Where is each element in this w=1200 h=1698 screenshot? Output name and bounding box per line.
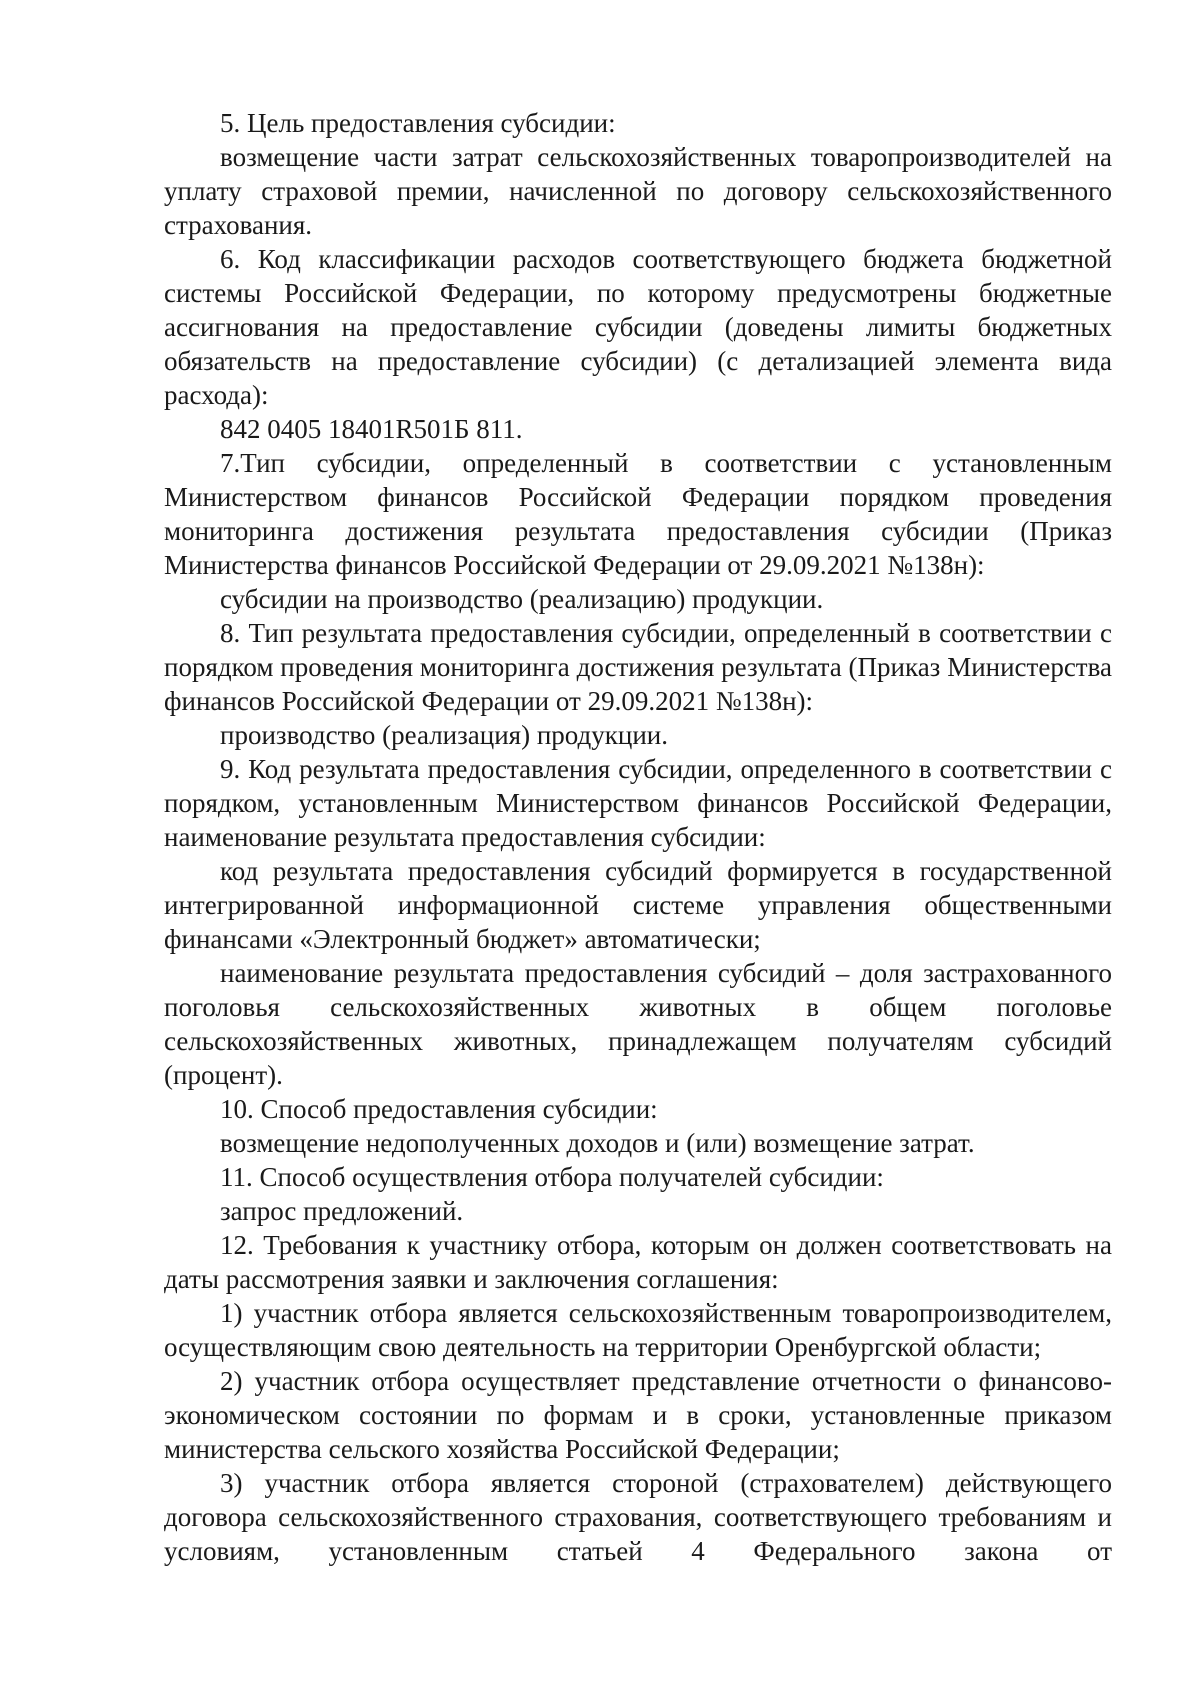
paragraph-section-9-name: наименование результата предоставления субсидий – доля застрахованного поголовья сельскохозяйственных животных в общем поголовье сельскохозяйственных животных, принадлежащем получателям субсидий (процент). xyxy=(164,958,1112,1090)
paragraph-section-6-code: 842 0405 18401R501Б 811. xyxy=(220,414,523,444)
document-body xyxy=(164,106,1112,1568)
paragraph-section-12-item-1: 1) участник отбора является сельскохозяйственным товаропроизводителем, осуществляющим свою деятельность на территории Оренбургской области; xyxy=(164,1298,1112,1362)
paragraph-section-12-item-3: 3) участник отбора является стороной (страхователем) действующего договора сельскохозяйственного страхования, соответствующего требованиям и условиям, установленным статьей 4 Федерального закона от xyxy=(164,1468,1112,1566)
paragraph-section-6-heading: 6. Код классификации расходов соответствующего бюджета бюджетной системы Российской Федерации, по которому предусмотрены бюджетные ассигнования на предоставление субсидии (доведены лимиты бюджетных обязательств на предоставление субсидии) (с детализацией элемента вида расхода): xyxy=(164,244,1112,410)
paragraph-section-8-heading: 8. Тип результата предоставления субсидии, определенный в соответствии с порядком проведения мониторинга достижения результата (Приказ Министерства финансов Российской Федерации от 29.09.2021 №138н): xyxy=(164,618,1112,716)
paragraph-section-5-text: возмещение части затрат сельскохозяйственных товаропроизводителей на уплату страховой премии, начисленной по договору сельскохозяйственного страхования. xyxy=(164,142,1112,240)
paragraph-section-10-text: возмещение недополученных доходов и (или) возмещение затрат. xyxy=(220,1128,975,1158)
paragraph-section-7-heading: 7.Тип субсидии, определенный в соответствии с установленным Министерством финансов Российской Федерации порядком проведения мониторинга достижения результата предоставления субсидии (Приказ Министерства финансов Российской Федерации от 29.09.2021 №138н): xyxy=(164,448,1112,580)
paragraph-section-7-text: субсидии на производство (реализацию) продукции. xyxy=(220,584,824,614)
paragraph-section-9-code: код результата предоставления субсидий формируется в государственной интегрированной информационной системе управления общественными финансами «Электронный бюджет» автоматически; xyxy=(164,856,1112,954)
paragraph-section-12-item-2: 2) участник отбора осуществляет представление отчетности о финансово-экономическом состоянии по формам и в сроки, установленные приказом министерства сельского хозяйства Российской Федерации; xyxy=(164,1366,1112,1464)
paragraph-section-12-heading: 12. Требования к участнику отбора, которым он должен соответствовать на даты рассмотрения заявки и заключения соглашения: xyxy=(164,1230,1112,1294)
paragraph-section-9-heading: 9. Код результата предоставления субсидии, определенного в соответствии с порядком, установленным Министерством финансов Российской Федерации, наименование результата предоставления субсидии: xyxy=(164,754,1112,852)
paragraph-section-11-text: запрос предложений. xyxy=(220,1196,464,1226)
paragraph-section-8-text: производство (реализация) продукции. xyxy=(220,720,668,750)
paragraph-section-11-heading: 11. Способ осуществления отбора получателей субсидии: xyxy=(220,1162,884,1192)
paragraph-section-5-heading: 5. Цель предоставления субсидии: xyxy=(220,108,616,138)
paragraph-section-10-heading: 10. Способ предоставления субсидии: xyxy=(220,1094,658,1124)
